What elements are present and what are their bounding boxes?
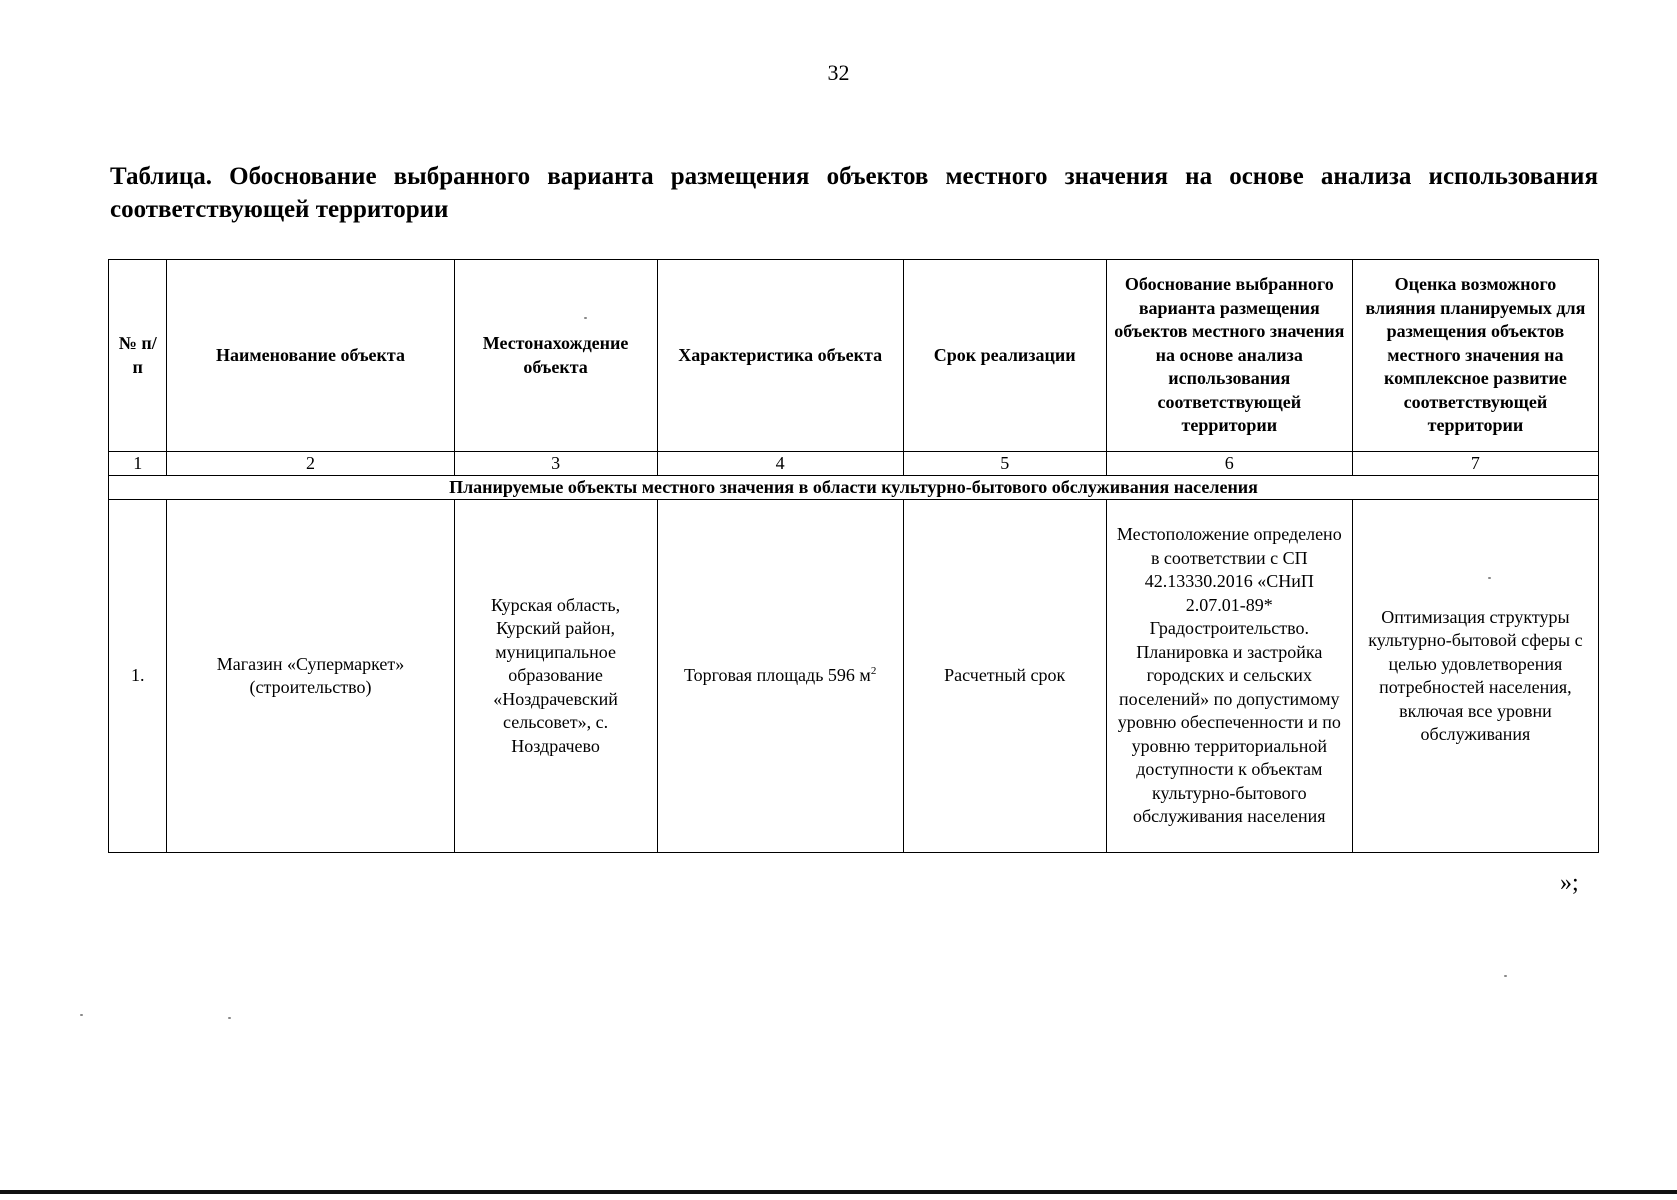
implementation-term: Расчетный срок (903, 500, 1106, 853)
column-number: 3 (454, 452, 657, 476)
object-location: Курская область, Курский район, муниципальное образование «Ноздрачевский сельсовет», с. Ноздрачево (454, 500, 657, 853)
scan-speck (1504, 975, 1507, 977)
column-number: 1 (109, 452, 167, 476)
scan-speck (80, 1014, 83, 1016)
object-name: Магазин «Супермаркет» (строительство) (167, 500, 454, 853)
scan-speck (228, 1017, 231, 1019)
header-number: № п/п (109, 260, 167, 452)
section-row (109, 476, 1599, 500)
header-justification: Обоснование выбранного варианта размещения объектов местного значения на основе анализа использования соответствующей территории (1106, 260, 1352, 452)
bottom-edge-line (0, 1190, 1677, 1194)
page-number: 32 (827, 60, 850, 85)
justification-table (108, 259, 1599, 853)
column-number: 6 (1106, 452, 1352, 476)
characteristic-superscript: 2 (870, 665, 877, 678)
header-term: Срок реализации (903, 260, 1106, 452)
column-number: 5 (903, 452, 1106, 476)
placement-justification: Местоположение определено в соответствии с СП 42.13330.2016 «СНиП 2.07.01-89* Градостроительство. Планировка и застройка городских и сельских поселений» по допустимому уровню обеспеченности и по уровню территориальной доступности к объектам культурно-бытового обслуживания населения (1106, 500, 1352, 853)
header-location: Местонахождение объекта (454, 260, 657, 452)
table-title: Таблица. Обоснование выбранного варианта размещения объектов местного значения на основе анализа использования соответствующей территории (110, 163, 1598, 223)
header-impact: Оценка возможного влияния планируемых для размещения объектов местного значения на комплексное развитие соответствующей территории (1352, 260, 1598, 452)
section-title: Планируемые объекты местного значения в области культурно-бытового обслуживания населения (109, 476, 1599, 500)
characteristic-text: Торговая площадь 596 м (683, 665, 871, 686)
row-number: 1. (109, 500, 167, 853)
object-characteristic (657, 500, 903, 853)
header-name: Наименование объекта (167, 260, 454, 452)
scan-speck (1488, 577, 1491, 579)
column-number-row (109, 452, 1599, 476)
column-number: 4 (657, 452, 903, 476)
column-number: 2 (167, 452, 454, 476)
header-row (109, 260, 1599, 452)
closing-quote-mark: »; (1560, 870, 1579, 896)
header-characteristic: Характеристика объекта (657, 260, 903, 452)
impact-assessment: Оптимизация структуры культурно-бытовой сферы с целью удовлетворения потребностей населения, включая все уровни обслуживания (1352, 500, 1598, 853)
column-number: 7 (1352, 452, 1598, 476)
table-row (109, 500, 1599, 853)
scan-speck (584, 317, 587, 319)
